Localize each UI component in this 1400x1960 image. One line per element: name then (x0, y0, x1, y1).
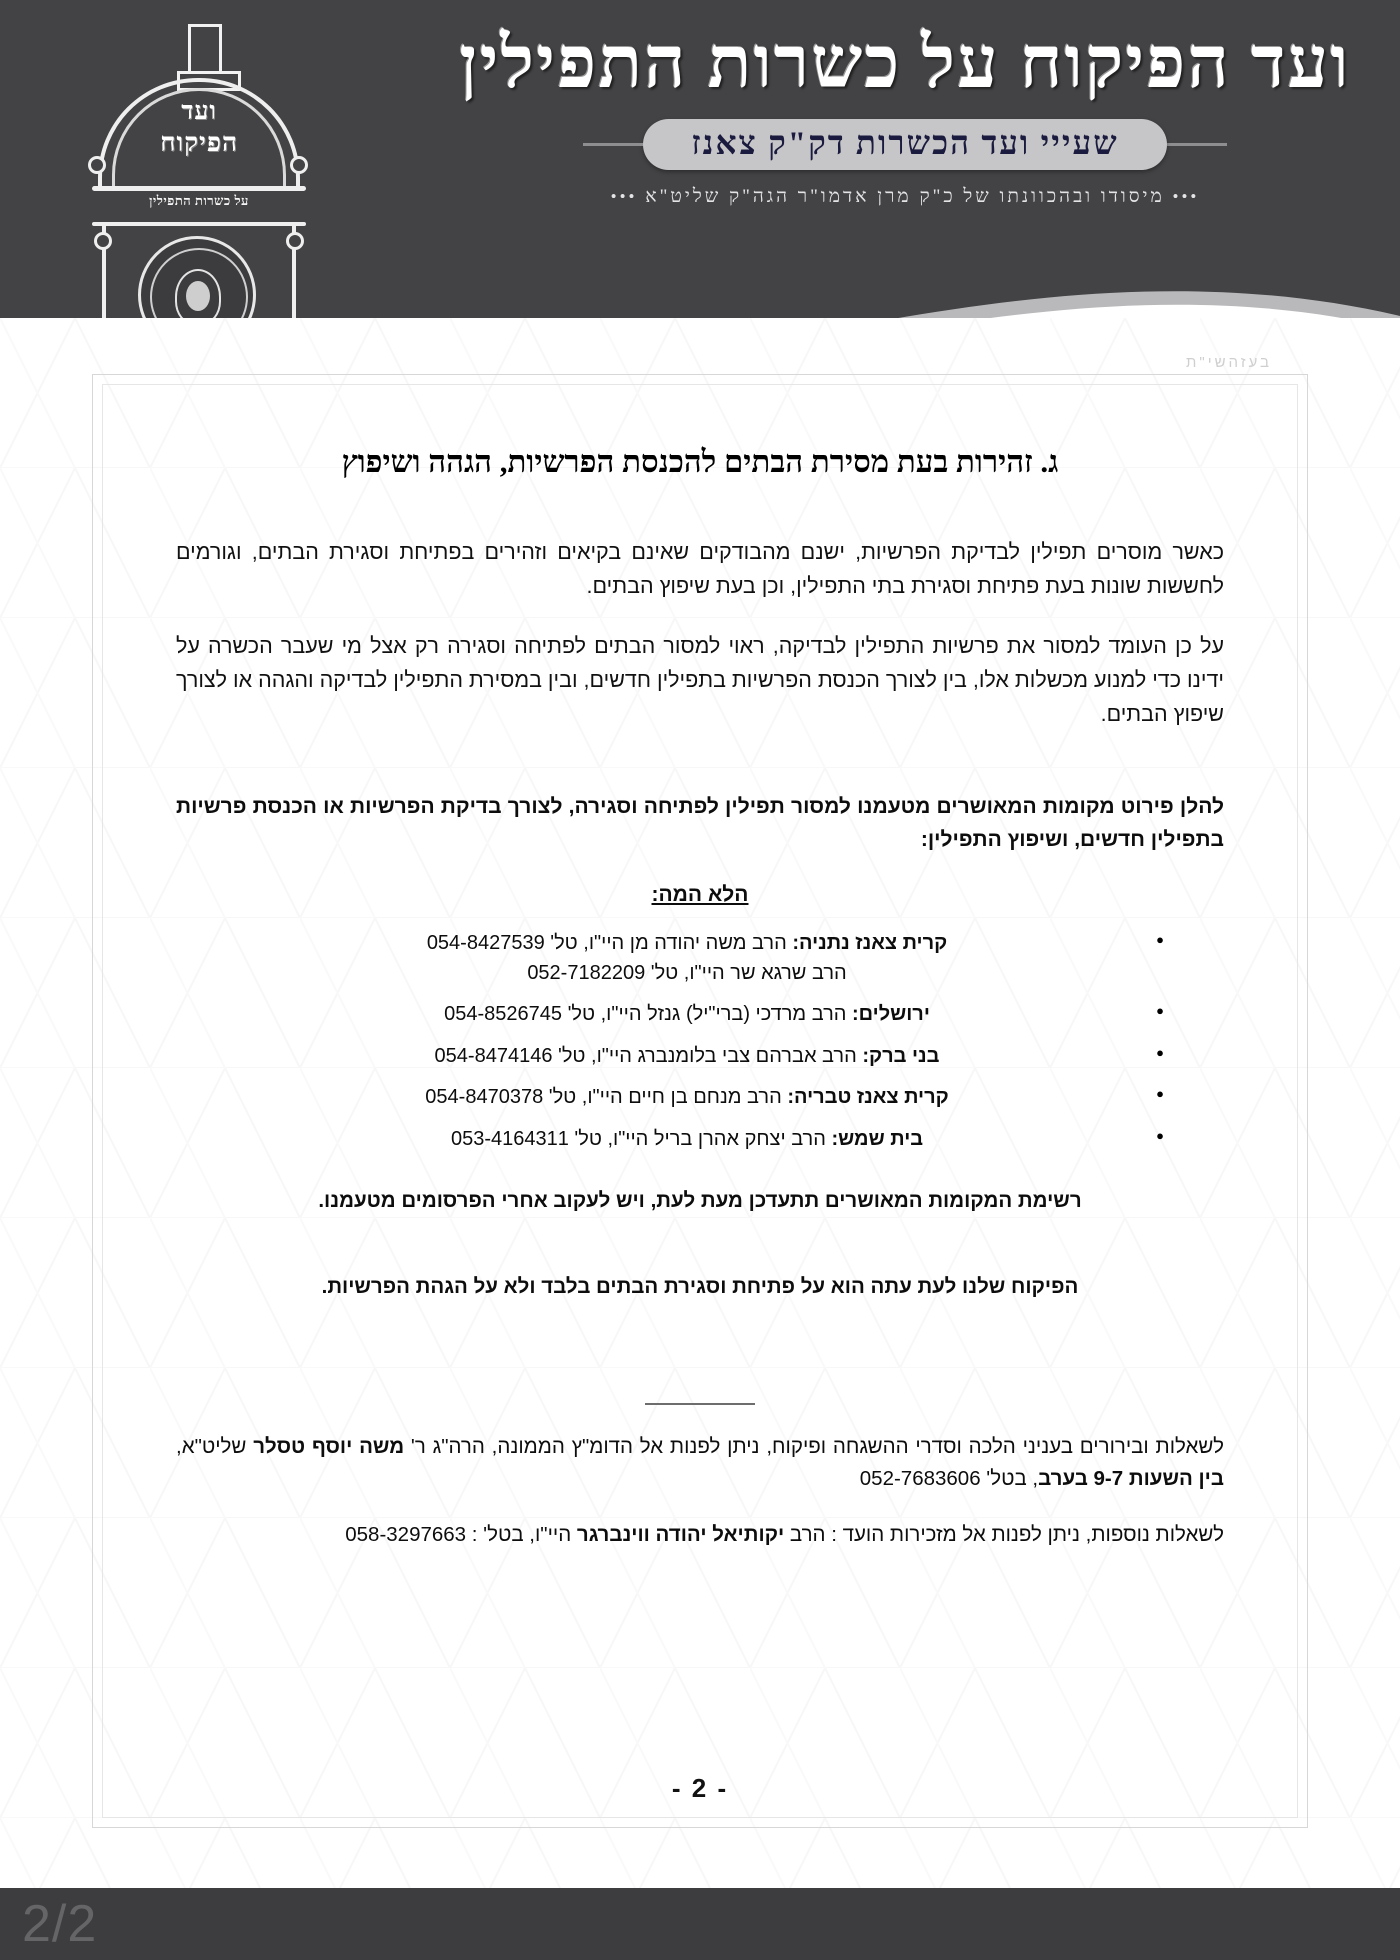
page-title: ועד הפיקוח על כשרות התפילין (459, 23, 1351, 103)
footer2-rabbi-name: יקותיאל יהודה ווינברגר (576, 1522, 785, 1546)
paragraph-2: על כן העומד למסור את פרשיות התפילין לבדיקה, ראוי למסור הבתים לפתיחה וסגירה רק אצל מי שעבר הכשרה על ידינו כדי למנוע מכשלות אלו, בין לצורך הכנסת הפרשיות בתפילין חדשים, ובין במסירת התפילין לבדיקה והגהה או לצורך שיפוץ הבתים. (176, 633, 1224, 726)
header-tagline: מיסודו ובהכוונתו של כ"ק מרן אדמו"ר הגה"ק שליט"א (645, 185, 1165, 207)
header-tagline-row (450, 186, 1360, 208)
logo-line-1: ועד (181, 98, 217, 125)
location-city: ירושלים: (852, 1003, 930, 1026)
approved-locations-list (236, 929, 1164, 1155)
location-city: קרית צאנז טבריה: (787, 1086, 949, 1109)
sub-banner-label: שעייי ועד הכשרות דק"ק צאנז (643, 119, 1166, 170)
list-item (236, 1000, 1164, 1030)
bottom-dark-band (0, 1888, 1400, 1960)
tagline-dots-right: ••• (1172, 186, 1200, 206)
crest-knob-body-left (286, 232, 304, 250)
footer-text-c: שליט"א, (176, 1434, 254, 1458)
location-detail: הרב מנחם בן חיים היי"ו, טל' 054-8470378 (425, 1086, 788, 1109)
footer-hours: בין השעות 9-7 בערב (1038, 1466, 1224, 1490)
crest-knob-body-right (94, 232, 112, 250)
footer-contact-1 (176, 1431, 1224, 1495)
list-item (236, 1083, 1164, 1113)
list-item (236, 1125, 1164, 1155)
list-item (236, 1042, 1164, 1072)
document-body (176, 444, 1224, 1575)
header-title-block (450, 23, 1360, 208)
crest-knob-right (88, 156, 106, 174)
banner-rule-left (1167, 143, 1227, 146)
list-update-note: רשימת המקומות המאושרים תתעדכן מעת לעת, ויש לעקוב אחרי הפרסומים מטעמנו. (318, 1188, 1082, 1212)
list-intro-paragraph: להלן פירוט מקומות המאושרים מטעמנו למסור תפילין לפתיחה וסגירה, לצורך בדיקת הפרשיות או הכנסת פרשיות בתפילין חדשים, ושיפוץ התפילין: (176, 794, 1224, 852)
crest-bar-upper (92, 186, 306, 191)
location-city: בני ברק: (862, 1044, 940, 1067)
location-city: בית שמש: (831, 1128, 924, 1150)
footer-text-a: לשאלות ובירורים בעניני הלכה וסדרי ההשגחה ופיקוח, ניתן לפנות אל הדומ"ץ הממונה, הרה"ג ר' (404, 1434, 1224, 1458)
tagline-dots-left: ••• (610, 186, 638, 206)
paragraph-1: כאשר מוסרים תפילין לבדיקת הפרשיות, ישנם מהבודקים שאינם בקיאים וזהירים בפתיחת וסגירת הבתים, וגורמים לחששות שונות בעת פתיחת וסגירת בתי התפילין, וכן בעת שיפוץ הבתים. (176, 540, 1224, 598)
sub-banner-row (450, 118, 1360, 172)
page-count-watermark: 2/2 (22, 1895, 98, 1953)
footer-divider (645, 1403, 755, 1405)
location-detail-2: הרב שרגא שר היי"ו, טל' 052-7182209 (527, 961, 847, 984)
section-title: ג. זהירות בעת מסירת הבתים להכנסת הפרשיות, הגהה ושיפוץ (341, 444, 1059, 479)
location-detail: הרב מרדכי (ברי"יל) גנזל היי"ו, טל' 054-8526745 (444, 1003, 853, 1026)
footer-phone: , בטל' 052-7683606 (859, 1466, 1039, 1490)
supervision-scope-note: הפיקוח שלנו לעת עתה הוא על פתיחת וסגירת הבתים בלבד ולא על הגהת הפרשיות. (321, 1274, 1079, 1298)
document-sheet (0, 318, 1400, 1898)
footer-rabbi-name: משה יוסף טסלר (253, 1434, 405, 1458)
page-number: - 2 - (671, 1773, 729, 1803)
list-item (236, 929, 1164, 988)
banner-rule-right (583, 143, 643, 146)
location-city: קרית צאנז נתניה: (792, 932, 948, 955)
bsd-marker: בעזהשי"ת (1186, 354, 1272, 371)
footer-contact-2 (176, 1519, 1224, 1551)
location-detail: הרב יצחק אהרן בריל היי"ו, טל' 053-4164311 (450, 1128, 832, 1150)
logo-line-3: על כשרות התפילין (149, 193, 249, 208)
crest-knob-left (290, 156, 308, 174)
location-detail: הרב משה יהודה מן היי"ו, טל' 054-8427539 (426, 932, 793, 955)
crest-finial-icon (188, 24, 222, 82)
footer2-phone: היי"ו, בטל' : 058-3297663 (345, 1522, 577, 1546)
footer2-text-a: לשאלות נוספות, ניתן לפנות אל מזכירות הועד : הרב (784, 1522, 1224, 1546)
location-detail: הרב אברהם צבי בלומנברג היי"ו, טל' 054-8474146 (434, 1044, 863, 1067)
logo-line-2: הפיקוח (160, 128, 238, 157)
list-heading: הלא המה: (651, 883, 749, 907)
